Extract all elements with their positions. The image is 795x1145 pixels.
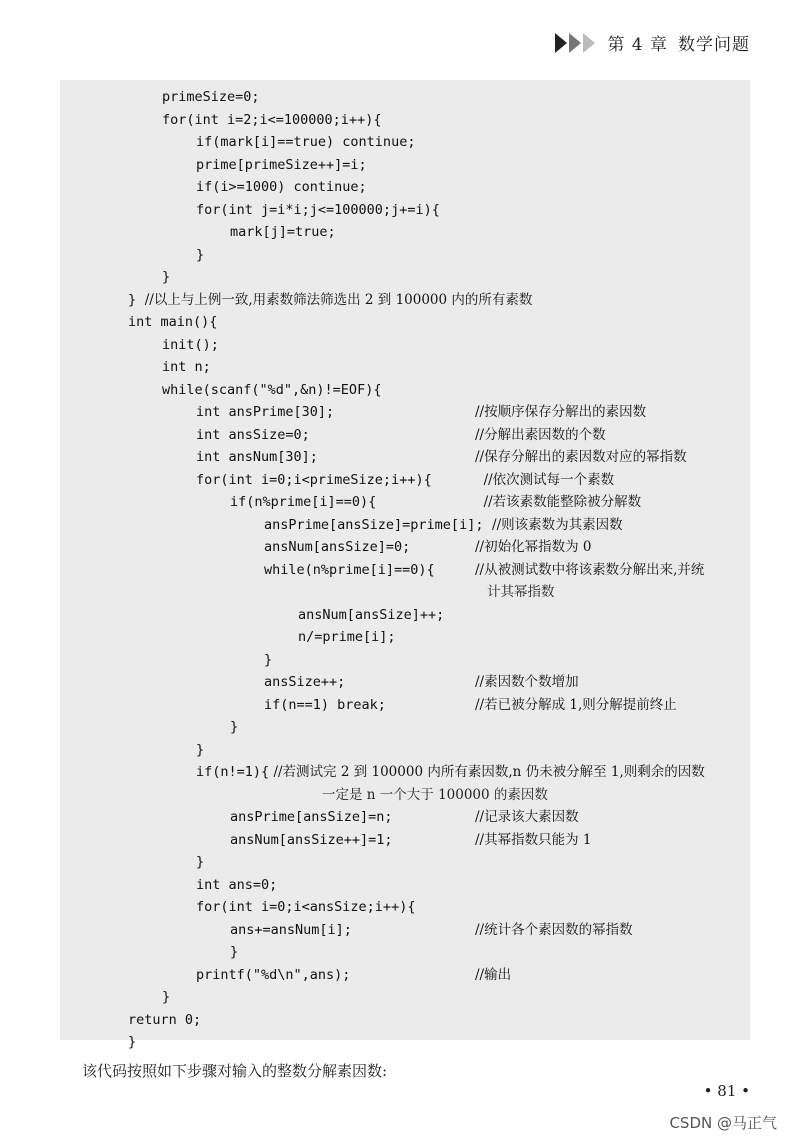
- code-text: n/=prime[i];: [298, 629, 396, 645]
- code-text: for(int j=i*i;j<=100000;j+=i){: [196, 201, 440, 218]
- code-text: for(int i=0;i<ansSize;i++){: [196, 899, 416, 915]
- code-text: if(n%prime[i]==0){: [230, 494, 377, 510]
- code-comment: //保存分解出的素因数对应的幂指数: [475, 449, 687, 465]
- code-text: ansNum[ansSize]=0;: [264, 539, 411, 555]
- code-line: [60, 334, 750, 357]
- code-comment: //按顺序保存分解出的素因数: [475, 404, 647, 420]
- code-comment: //素因数个数增加: [475, 674, 579, 690]
- code-text: mark[j]=true;: [230, 224, 336, 240]
- code-text: int n;: [162, 359, 211, 375]
- code-line: [60, 1031, 750, 1054]
- code-text: if(mark[i]==true) continue;: [196, 134, 416, 150]
- code-line: [60, 806, 750, 829]
- code-line: [60, 986, 750, 1009]
- chapter-title: 数学问题: [678, 35, 750, 55]
- code-line: [60, 289, 750, 312]
- code-line: [60, 739, 750, 762]
- code-line: [60, 896, 750, 919]
- code-line: [60, 1009, 750, 1032]
- watermark: CSDN @马正气: [669, 1114, 777, 1132]
- code-text: int ansNum[30];: [196, 449, 318, 465]
- code-line: [60, 266, 750, 289]
- code-comment: //若测试完 2 到 100000 内所有素因数,n 仍未被分解至 1,则剩余的因数: [269, 764, 705, 780]
- code-line: [60, 716, 750, 739]
- code-line: [60, 491, 750, 514]
- chevron-arrows-icon: [555, 33, 597, 53]
- code-text: }: [196, 741, 205, 758]
- code-text: int main(){: [128, 314, 218, 330]
- code-text: int ans=0;: [196, 876, 278, 893]
- code-line: [60, 649, 750, 672]
- code-text: init();: [162, 336, 219, 353]
- code-line: [60, 829, 750, 852]
- code-line: [60, 694, 750, 717]
- code-line: [60, 919, 750, 942]
- code-line: [60, 581, 750, 604]
- code-comment: //以上与上例一致,用素数筛法筛选出 2 到 100000 内的所有素数: [136, 291, 533, 308]
- chapter-heading: [607, 30, 750, 55]
- code-line: [60, 446, 750, 469]
- code-line: [60, 761, 750, 784]
- code-line: [60, 356, 750, 379]
- code-line: [60, 401, 750, 424]
- code-text: }: [196, 246, 205, 263]
- code-comment-continuation: 一定是 n 一个大于 100000 的素因数: [322, 786, 548, 803]
- code-line: [60, 626, 750, 649]
- page-number: • 81 •: [703, 1082, 750, 1100]
- code-text: for(int i=2;i<=100000;i++){: [162, 111, 382, 128]
- body-text: 该代码按照如下步骤对输入的整数分解素因数:: [82, 1062, 388, 1080]
- code-comment-continuation: 计其幂指数: [487, 584, 555, 600]
- code-text: int ansPrime[30];: [196, 404, 335, 420]
- code-text: } //以上与上例一致,用素数筛法筛选出 2 到 100000 内的所有素数: [128, 291, 533, 308]
- page-header: [555, 30, 750, 55]
- code-text: if(i>=1000) continue;: [196, 179, 367, 195]
- code-comment: //若已被分解成 1,则分解提前终止: [475, 696, 677, 713]
- code-line: [60, 86, 750, 109]
- code-line: [60, 199, 750, 222]
- code-line: [60, 244, 750, 267]
- code-text: }: [162, 269, 171, 285]
- code-text: }: [264, 651, 273, 668]
- code-line: [60, 671, 750, 694]
- code-text: prime[primeSize++]=i;: [196, 156, 367, 173]
- code-line: [60, 941, 750, 964]
- code-text: ansNum[ansSize++]=1;: [230, 831, 393, 848]
- code-line: [60, 311, 750, 334]
- code-line: [60, 514, 750, 537]
- code-text: ansPrime[ansSize]=n;: [230, 809, 393, 825]
- code-line: [60, 469, 750, 492]
- code-comment: //其幂指数只能为 1: [475, 831, 592, 848]
- code-text: }: [230, 719, 239, 735]
- code-line: [60, 851, 750, 874]
- code-line: [60, 131, 750, 154]
- code-line: [60, 784, 750, 807]
- code-comment: //记录该大素因数: [475, 809, 579, 825]
- code-text: while(scanf("%d",&n)!=EOF){: [162, 381, 382, 398]
- code-comment: //初始化幂指数为 0: [475, 539, 592, 555]
- code-line: [60, 424, 750, 447]
- chapter-number: 第 4 章: [607, 35, 668, 55]
- code-comment: //依次测试每一个素数: [475, 471, 615, 488]
- code-text: ansNum[ansSize]++;: [298, 606, 445, 623]
- code-line: [60, 536, 750, 559]
- code-line: [60, 221, 750, 244]
- code-line: [60, 176, 750, 199]
- code-comment: //输出: [475, 966, 512, 983]
- code-comment: //分解出素因数的个数: [475, 426, 606, 443]
- code-text: if(n==1) break;: [264, 696, 386, 713]
- code-text: ansPrime[ansSize]=prime[i]; //则该素数为其素因数: [264, 516, 623, 533]
- code-text: if(n!=1){ //若测试完 2 到 100000 内所有素因数,n 仍未被分解至 1,则剩余的因数: [196, 764, 705, 780]
- code-text: printf("%d\n",ans);: [196, 966, 351, 983]
- code-text: }: [162, 989, 171, 1005]
- code-line: [60, 109, 750, 132]
- code-line: [60, 379, 750, 402]
- code-text: }: [128, 1034, 137, 1050]
- code-line: [60, 604, 750, 627]
- code-text: int ansSize=0;: [196, 426, 310, 443]
- code-text: }: [196, 854, 205, 870]
- code-line: [60, 874, 750, 897]
- code-line: [60, 964, 750, 987]
- code-comment: //从被测试数中将该素数分解出来,并统: [475, 561, 705, 578]
- code-text: ansSize++;: [264, 674, 346, 690]
- code-listing: [60, 80, 750, 1050]
- code-text: for(int i=0;i<primeSize;i++){: [196, 471, 432, 488]
- code-comment: //若该素数能整除被分解数: [475, 494, 642, 510]
- code-text: return 0;: [128, 1011, 202, 1028]
- code-comment: //则该素数为其素因数: [483, 516, 623, 533]
- code-text: while(n%prime[i]==0){: [264, 561, 435, 578]
- code-comment: //统计各个素因数的幂指数: [475, 921, 633, 938]
- code-text: ans+=ansNum[i];: [230, 921, 352, 938]
- code-line: [60, 559, 750, 582]
- code-text: primeSize=0;: [162, 89, 260, 105]
- code-text: }: [230, 944, 239, 960]
- code-line: [60, 154, 750, 177]
